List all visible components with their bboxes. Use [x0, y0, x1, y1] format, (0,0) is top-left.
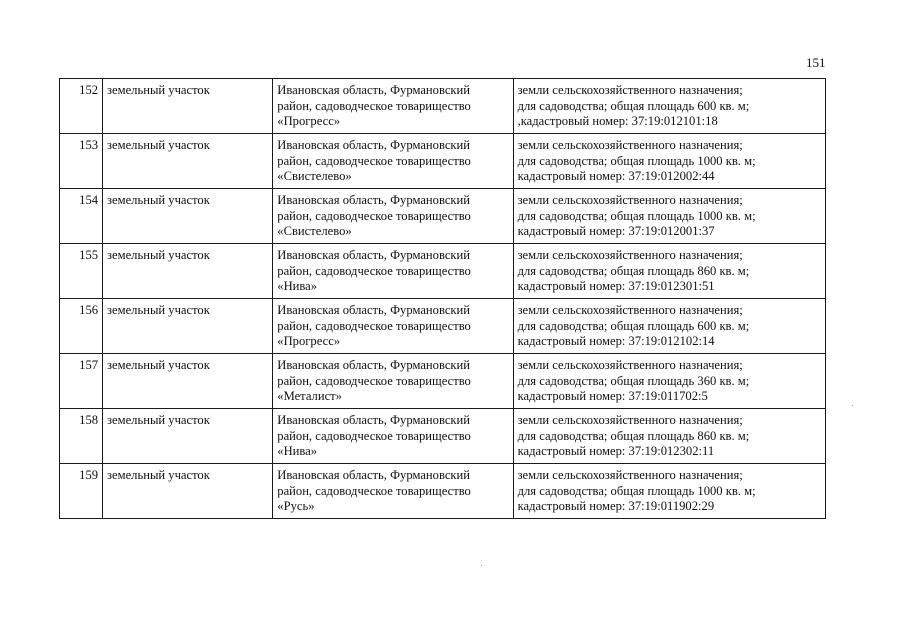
address-line: «Русь»	[277, 499, 315, 514]
address-line: «Прогресс»	[277, 334, 341, 349]
address-line: район, садоводческое товарищество	[277, 483, 471, 498]
address-cell	[273, 464, 513, 519]
object-type-cell: земельный участок	[103, 354, 273, 409]
description-cell	[513, 299, 825, 354]
scan-speck	[481, 565, 482, 566]
description-cell	[513, 134, 825, 189]
description-line: для садоводства; общая площадь 1000 кв. м;	[517, 153, 756, 168]
row-number-cell: 154	[60, 189, 103, 244]
table-row	[60, 299, 826, 354]
address-line: Ивановская область, Фурмановский	[277, 83, 471, 97]
description-line: земли сельскохозяйственного назначения;	[517, 413, 743, 427]
address-line: район, садоводческое товарищество	[277, 428, 471, 443]
address-line: «Свистелево»	[277, 224, 352, 239]
page-number: 151	[806, 55, 826, 70]
description-line: для садоводства; общая площадь 1000 кв. м;	[517, 483, 756, 498]
table-row	[60, 134, 826, 189]
description-cell	[513, 79, 825, 134]
description-cell	[513, 409, 825, 464]
address-line: «Нива»	[277, 279, 318, 294]
address-line: район, садоводческое товарищество	[277, 153, 471, 168]
address-line: Ивановская область, Фурмановский	[277, 468, 471, 482]
object-type-cell: земельный участок	[103, 244, 273, 299]
description-line: кадастровый номер: 37:19:011902:29	[517, 499, 715, 514]
address-line: Ивановская область, Фурмановский	[277, 358, 471, 372]
description-line: ,кадастровый номер: 37:19:012101:18	[517, 114, 718, 129]
address-line: Ивановская область, Фурмановский	[277, 413, 471, 427]
address-line: район, садоводческое товарищество	[277, 373, 471, 388]
address-cell	[273, 409, 513, 464]
address-line: «Прогресс»	[277, 114, 341, 129]
description-line: кадастровый номер: 37:19:012002:44	[517, 169, 715, 184]
address-line: район, садоводческое товарищество	[277, 263, 471, 278]
address-line: Ивановская область, Фурмановский	[277, 303, 471, 317]
description-cell	[513, 189, 825, 244]
description-line: земли сельскохозяйственного назначения;	[517, 358, 743, 372]
description-line: для садоводства; общая площадь 360 кв. м;	[517, 373, 750, 388]
description-cell	[513, 244, 825, 299]
description-cell	[513, 354, 825, 409]
row-number-cell: 155	[60, 244, 103, 299]
table-row	[60, 464, 826, 519]
row-number-cell: 157	[60, 354, 103, 409]
address-cell	[273, 189, 513, 244]
table-row	[60, 409, 826, 464]
address-cell	[273, 244, 513, 299]
address-line: район, садоводческое товарищество	[277, 208, 471, 223]
address-line: Ивановская область, Фурмановский	[277, 193, 471, 207]
description-cell	[513, 464, 825, 519]
address-line: Ивановская область, Фурмановский	[277, 248, 471, 262]
table-row	[60, 189, 826, 244]
description-line: кадастровый номер: 37:19:012302:11	[517, 444, 715, 459]
description-line: земли сельскохозяйственного назначения;	[517, 248, 743, 262]
table-row	[60, 244, 826, 299]
row-number-cell: 158	[60, 409, 103, 464]
row-number-cell: 152	[60, 79, 103, 134]
description-line: земли сельскохозяйственного назначения;	[517, 83, 743, 97]
address-cell	[273, 299, 513, 354]
description-line: для садоводства; общая площадь 1000 кв. м;	[517, 208, 756, 223]
description-line: для садоводства; общая площадь 860 кв. м;	[517, 263, 750, 278]
table-row	[60, 79, 826, 134]
description-line: кадастровый номер: 37:19:012001:37	[517, 224, 715, 239]
object-type-cell: земельный участок	[103, 79, 273, 134]
address-cell	[273, 79, 513, 134]
address-line: район, садоводческое товарищество	[277, 318, 471, 333]
object-type-cell: земельный участок	[103, 464, 273, 519]
address-cell	[273, 134, 513, 189]
description-line: земли сельскохозяйственного назначения;	[517, 193, 743, 207]
description-line: земли сельскохозяйственного назначения;	[517, 138, 743, 152]
address-cell	[273, 354, 513, 409]
object-type-cell: земельный участок	[103, 299, 273, 354]
scan-speck	[852, 405, 853, 406]
row-number-cell: 159	[60, 464, 103, 519]
address-line: «Нива»	[277, 444, 318, 459]
description-line: для садоводства; общая площадь 860 кв. м;	[517, 428, 750, 443]
address-line: «Свистелево»	[277, 169, 352, 184]
row-number-cell: 156	[60, 299, 103, 354]
description-line: земли сельскохозяйственного назначения;	[517, 303, 743, 317]
description-line: для садоводства; общая площадь 600 кв. м;	[517, 318, 750, 333]
description-line: кадастровый номер: 37:19:012301:51	[517, 279, 715, 294]
description-line: кадастровый номер: 37:19:011702:5	[517, 389, 708, 404]
description-line: кадастровый номер: 37:19:012102:14	[517, 334, 715, 349]
table-body	[60, 79, 826, 519]
table-row	[60, 354, 826, 409]
object-type-cell: земельный участок	[103, 409, 273, 464]
address-line: «Металист»	[277, 389, 342, 404]
address-line: район, садоводческое товарищество	[277, 98, 471, 113]
row-number-cell: 153	[60, 134, 103, 189]
description-line: для садоводства; общая площадь 600 кв. м;	[517, 98, 750, 113]
object-type-cell: земельный участок	[103, 189, 273, 244]
land-plot-table	[59, 78, 826, 519]
description-line: земли сельскохозяйственного назначения;	[517, 468, 743, 482]
address-line: Ивановская область, Фурмановский	[277, 138, 471, 152]
object-type-cell: земельный участок	[103, 134, 273, 189]
